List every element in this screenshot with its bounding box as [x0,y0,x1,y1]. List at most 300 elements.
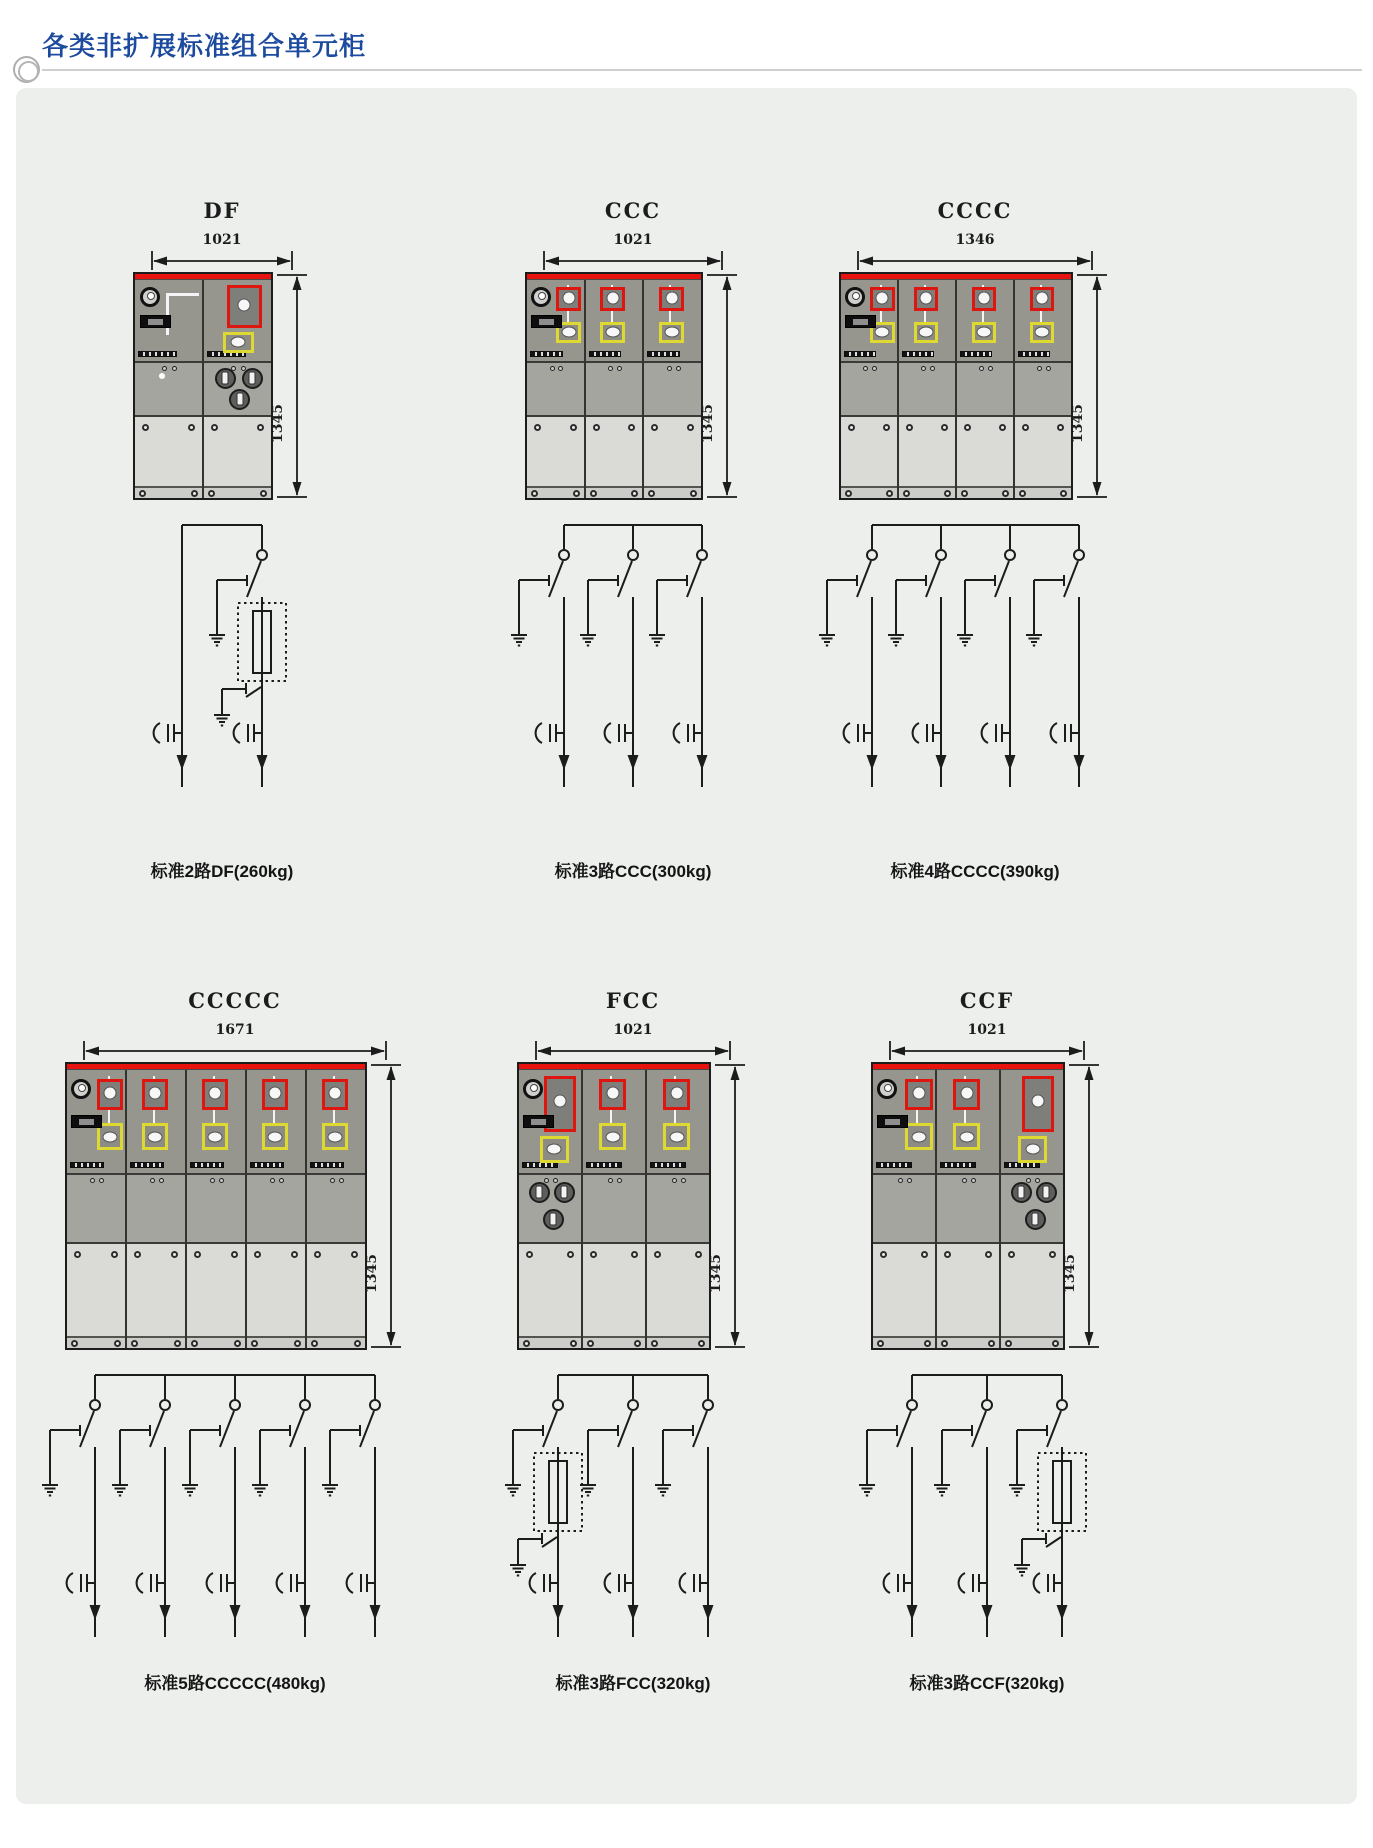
screw-icon [848,424,855,431]
screw-icon [921,1251,928,1258]
screw-icon [631,490,638,497]
switch-port-red-icon [663,1079,690,1110]
height-dim-label: 1345 [1070,404,1086,443]
screw-icon [251,1340,258,1347]
screw-icon [71,1340,78,1347]
nameplate [523,1115,554,1128]
cabinet-body [527,280,701,498]
screw-icon [159,1178,164,1183]
bottom-rail [586,486,643,498]
bottom-rail [873,1336,935,1348]
height-dim-arrow [371,1062,403,1350]
screw-icon [171,1251,178,1258]
group-caption: 标准5路CCCCC(480kg) [144,1674,326,1693]
screw-icon [1008,1251,1015,1258]
cabinet-panel-c [583,1070,647,1348]
screw-icon [608,1178,613,1183]
screw-icon [617,366,622,371]
cabinet-body [135,280,271,498]
screw-icon [593,424,600,431]
group-title: DF [203,198,241,223]
louver-strip [844,351,876,357]
width-dimension [855,232,1095,270]
cabinet-drawing [525,272,703,500]
width-dim-arrow [81,1038,389,1060]
cabinet-body [519,1070,709,1348]
screw-icon [698,1340,705,1347]
louver-strip [876,1162,912,1168]
switch-port-red-icon [202,1079,228,1110]
earth-port-yellow-icon [905,1123,932,1150]
earth-port-yellow-icon [663,1123,690,1150]
screw-icon [254,1251,261,1258]
switch-port-red-icon [870,287,895,311]
screw-icon [354,1340,361,1347]
operation-knob-icon [845,287,865,307]
nameplate [845,315,876,328]
nameplate [531,315,562,328]
cabinet-panel-c [1015,280,1071,498]
screw-icon [880,1251,887,1258]
height-dimension [1070,272,1111,505]
circuit-diagram [30,1365,440,1645]
screw-icon [219,1178,224,1183]
width-dimension [149,232,295,270]
switch-port-red-icon [142,1079,168,1110]
louver-strip [530,351,563,357]
screw-icon [231,1251,238,1258]
operation-knob-icon [877,1079,897,1099]
screw-icon [311,1340,318,1347]
screw-icon [906,424,913,431]
louver-strip [250,1162,284,1168]
screw-icon [211,424,218,431]
louver-strip [522,1162,558,1168]
louver-strip [902,351,934,357]
screw-icon [194,1251,201,1258]
switch-port-red-icon [953,1079,980,1110]
louver-strip [647,351,680,357]
cabinet-panel-c [586,280,645,498]
ring-decoration-icon [13,56,40,83]
screw-icon [1049,1251,1056,1258]
height-dim-label: 1345 [1062,1254,1078,1293]
indicator-dial-icon [1025,1209,1046,1230]
cabinet-row [839,272,1111,505]
unit-group-cccc [808,198,1142,882]
nameplate [71,1115,102,1128]
group-title: CCF [959,988,1015,1013]
earth-port-yellow-icon [262,1123,288,1150]
height-dim-arrow [707,272,739,500]
width-dim-arrow [855,248,1095,270]
screw-icon [291,1251,298,1258]
circuit-diagram [847,1365,1127,1645]
switch-port-red-icon [905,1079,932,1110]
screw-icon [74,1251,81,1258]
screw-icon [111,1251,118,1258]
screw-icon [134,1251,141,1258]
screw-icon [142,424,149,431]
screw-icon [971,1178,976,1183]
screw-icon [351,1251,358,1258]
screw-icon [90,1178,95,1183]
width-dimension [533,1022,733,1060]
operation-knob-icon [523,1079,543,1099]
bottom-rail [527,486,584,498]
screw-icon [590,490,597,497]
height-dim-label: 1345 [700,404,716,443]
header-divider [42,69,1362,71]
cabinet-panel-f [204,280,271,498]
screw-icon [654,1251,661,1258]
width-dim-arrow [149,248,295,270]
bottom-rail [204,486,271,498]
unit-group-ccc [471,198,795,882]
screw-icon [587,1340,594,1347]
operation-knob-icon [140,287,160,307]
earth-port-yellow-icon [659,322,684,343]
width-dimension [541,232,725,270]
height-dim-arrow [1077,272,1109,500]
screw-icon [1052,1340,1059,1347]
screw-icon [270,1178,275,1183]
fuse-compartment-red-icon [1022,1076,1054,1132]
width-dim-arrow [541,248,725,270]
cabinet-panel-c [127,1070,187,1348]
bottom-rail [1001,1336,1063,1348]
cabinet-panel-c [873,1070,937,1348]
screw-icon [550,366,555,371]
cabinet-drawing [65,1062,367,1350]
screw-icon [845,490,852,497]
screw-icon [114,1340,121,1347]
switch-port-red-icon [97,1079,123,1110]
screw-icon [526,1251,533,1258]
width-dim-label: 1021 [613,232,653,248]
indicator-dial-icon [215,368,236,389]
bottom-rail [937,1336,999,1348]
indicator-dial-icon [1011,1182,1032,1203]
screw-icon [921,366,926,371]
cabinet-panel-c [247,1070,307,1348]
group-title: CCCC [937,198,1013,223]
cabinet-panel-c [937,1070,1001,1348]
height-dim-arrow [1069,1062,1101,1350]
bottom-rail [583,1336,645,1348]
screw-icon [924,1340,931,1347]
screw-icon [985,1251,992,1258]
group-caption: 标准3路CCF(320kg) [909,1674,1065,1693]
screw-icon [1002,490,1009,497]
screw-icon [930,366,935,371]
nameplate [877,1115,908,1128]
screw-icon [979,366,984,371]
bottom-rail [957,486,1013,498]
group-title: CCCCC [188,988,282,1013]
indicator-dial-icon [242,368,263,389]
earth-port-yellow-icon [600,322,625,343]
screw-icon [523,1340,530,1347]
screw-icon [260,490,267,497]
cabinet-row [133,272,311,505]
screw-icon [628,424,635,431]
unit-group-df [60,198,384,882]
screw-icon [210,1178,215,1183]
width-dimension [887,1022,1087,1060]
cabinet-drawing [133,272,273,500]
height-dimension [700,272,741,505]
circuit-diagram [117,515,327,795]
bottom-rail [1015,486,1071,498]
screw-icon [558,366,563,371]
bottom-rail [187,1336,245,1348]
screw-icon [1005,1340,1012,1347]
screw-icon [174,1340,181,1347]
screw-icon [651,424,658,431]
screw-icon [553,1178,558,1183]
screw-icon [961,490,968,497]
bottom-rail [135,486,202,498]
screw-icon [139,490,146,497]
switch-port-red-icon [972,287,997,311]
screw-icon [1037,366,1042,371]
cabinet-body [67,1070,365,1348]
group-caption: 标准3路CCC(300kg) [554,862,712,881]
cabinet-panel-c [527,280,586,498]
screw-icon [667,366,672,371]
screw-icon [99,1178,104,1183]
circuit-diagram [493,1365,773,1645]
switch-port-red-icon [322,1079,348,1110]
louver-strip [1018,351,1050,357]
switch-port-red-icon [600,287,625,311]
screw-icon [886,490,893,497]
switch-port-red-icon [1030,287,1055,311]
screw-icon [1060,490,1067,497]
earth-port-yellow-icon [914,322,939,343]
louver-strip [940,1162,976,1168]
screw-icon [898,1178,903,1183]
screw-icon [294,1340,301,1347]
screw-icon [191,1340,198,1347]
width-dim-arrow [533,1038,733,1060]
screw-icon [651,1340,658,1347]
earth-port-yellow-icon [322,1123,348,1150]
screw-icon [695,1251,702,1258]
screw-icon [941,424,948,431]
screw-icon [188,424,195,431]
cabinet-row [517,1062,749,1355]
cabinet-body [873,1070,1063,1348]
width-dim-label: 1021 [613,1022,653,1038]
switch-port-red-icon [914,287,939,311]
page-title: 各类非扩展标准组合单元柜 [42,31,367,61]
screw-icon [999,424,1006,431]
width-dim-label: 1021 [967,1022,1007,1038]
earth-port-yellow-icon [223,332,254,353]
cabinet-panel-c [899,280,957,498]
width-dim-arrow [887,1038,1087,1060]
screw-icon [962,1178,967,1183]
bottom-rail [519,1336,581,1348]
louver-strip [190,1162,224,1168]
screw-icon [944,1251,951,1258]
screw-icon [172,366,177,371]
cabinet-body [841,280,1071,498]
indicator-dial-icon [529,1182,550,1203]
screw-icon [544,1178,549,1183]
screw-icon [883,424,890,431]
cabinet-row [65,1062,405,1355]
indicator-dial-icon [554,1182,575,1203]
height-dim-label: 1345 [364,1254,380,1293]
screw-icon [208,490,215,497]
bottom-rail [247,1336,305,1348]
width-dimension [81,1022,389,1060]
earth-port-yellow-icon [953,1123,980,1150]
screw-icon [1026,1178,1031,1183]
nameplate [140,315,171,328]
circuit-diagram [807,515,1144,795]
screw-icon [608,366,613,371]
cabinet-panel-c [957,280,1015,498]
screw-icon [877,1340,884,1347]
switch-port-red-icon [659,287,684,311]
bottom-rail [644,486,701,498]
screw-icon [988,1340,995,1347]
earth-port-yellow-icon [972,322,997,343]
screw-icon [279,1178,284,1183]
fuse-compartment-red-icon [227,285,262,329]
earth-port-yellow-icon [599,1123,626,1150]
screw-icon [631,1251,638,1258]
screw-icon [907,1178,912,1183]
operation-knob-icon [531,287,551,307]
screw-icon [1046,366,1051,371]
switch-port-red-icon [599,1079,626,1110]
cabinet-drawing [839,272,1073,500]
group-title: FCC [605,988,661,1013]
screw-icon [257,424,264,431]
cabinet-panel-c [187,1070,247,1348]
height-dimension [1062,1062,1103,1355]
cabinet-panel-c [647,1070,709,1348]
screw-icon [634,1340,641,1347]
unit-group-ccf [820,988,1154,1694]
cabinet-row [525,272,741,505]
screw-icon [234,1340,241,1347]
earth-port-yellow-icon [540,1136,569,1163]
screw-icon [570,424,577,431]
bottom-rail [899,486,955,498]
indicator-dial-icon [1036,1182,1057,1203]
width-dim-label: 1346 [955,232,995,248]
cabinet-drawing [517,1062,711,1350]
unit-group-ccccc [40,988,430,1694]
screw-icon [330,1178,335,1183]
screw-icon [191,490,198,497]
height-dimension [708,1062,749,1355]
louver-strip [1004,1162,1040,1168]
cabinet-panel-c [644,280,701,498]
louver-strip [310,1162,344,1168]
group-caption: 标准4路CCCC(390kg) [890,862,1060,881]
unit-group-fcc [471,988,795,1694]
screw-icon [676,366,681,371]
height-dim-label: 1345 [270,404,286,443]
screw-icon [567,1251,574,1258]
group-caption: 标准3路FCC(320kg) [555,1674,711,1693]
screw-icon [617,1178,622,1183]
screw-icon [1019,490,1026,497]
screw-icon [573,490,580,497]
switch-port-red-icon [262,1079,288,1110]
louver-strip [960,351,992,357]
screw-icon [534,424,541,431]
screw-icon [590,1251,597,1258]
cabinet-panel-f [519,1070,583,1348]
screw-icon [681,1178,686,1183]
screw-icon [863,366,868,371]
screw-icon [964,424,971,431]
earth-port-yellow-icon [202,1123,228,1150]
screw-icon [150,1178,155,1183]
screw-icon [531,490,538,497]
indicator-dial-icon [229,389,250,410]
screw-icon [131,1340,138,1347]
screw-icon [872,366,877,371]
cabinet-panel-c [307,1070,365,1348]
cabinet-drawing [871,1062,1065,1350]
bottom-rail [127,1336,185,1348]
bottom-rail [647,1336,709,1348]
earth-port-yellow-icon [1030,322,1055,343]
cabinet-panel-d [135,280,204,498]
screw-icon [690,490,697,497]
screw-icon [1057,424,1064,431]
louver-strip [586,1162,622,1168]
earth-port-yellow-icon [142,1123,168,1150]
louver-strip [650,1162,686,1168]
screw-icon [944,490,951,497]
indicator-dot [159,373,165,379]
height-dimension [270,272,311,505]
louver-strip [130,1162,164,1168]
cabinet-panel-c [67,1070,127,1348]
group-title: CCC [604,198,662,223]
group-caption: 标准2路DF(260kg) [150,862,294,881]
screw-icon [672,1178,677,1183]
width-dim-label: 1671 [215,1022,255,1038]
height-dim-label: 1345 [708,1254,724,1293]
height-dimension [364,1062,405,1355]
height-dim-arrow [715,1062,747,1350]
bottom-rail [841,486,897,498]
earth-port-yellow-icon [1018,1136,1047,1163]
switch-port-red-icon [556,287,581,311]
cabinet-panel-f [1001,1070,1063,1348]
width-dim-label: 1021 [202,232,242,248]
bottom-rail [67,1336,125,1348]
screw-icon [339,1178,344,1183]
screw-icon [988,366,993,371]
operation-knob-icon [71,1079,91,1099]
screw-icon [941,1340,948,1347]
louver-strip [70,1162,104,1168]
cabinet-panel-c [841,280,899,498]
screw-icon [903,490,910,497]
